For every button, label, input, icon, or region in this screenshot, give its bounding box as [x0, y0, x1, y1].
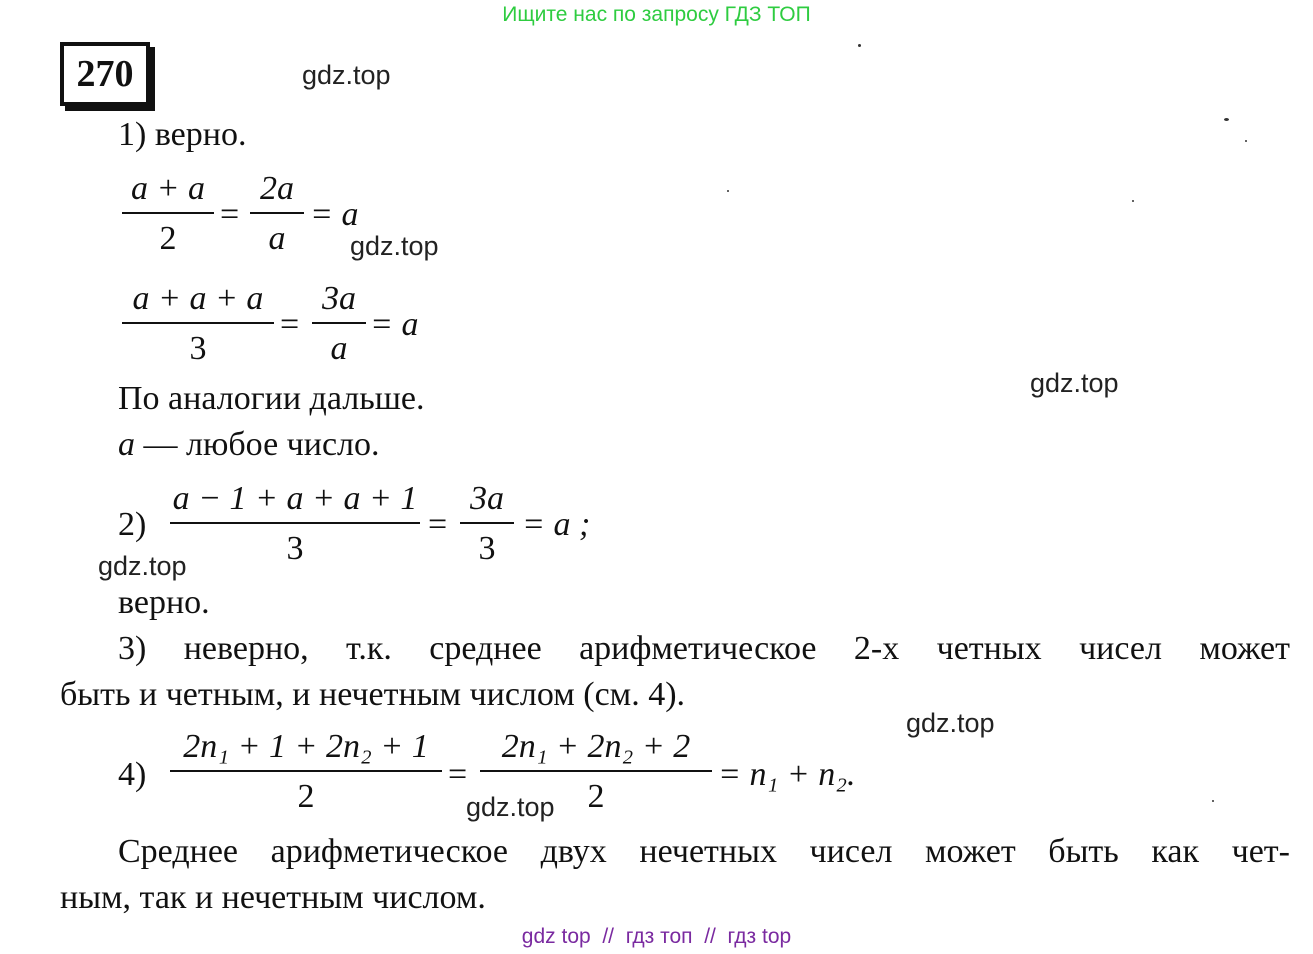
denominator: 3 — [478, 530, 496, 567]
part2-verdict: верно. — [118, 584, 210, 621]
fraction-bar — [250, 212, 304, 214]
denominator: 3 — [189, 330, 207, 367]
scan-speck — [1245, 140, 1247, 142]
numerator: a + a + a — [132, 280, 264, 317]
equation-rhs: = n₁ + n₂. — [718, 756, 856, 793]
equation-rhs: = a ; — [522, 506, 591, 543]
denominator: 2 — [297, 778, 315, 815]
equals-sign: = — [220, 196, 240, 233]
numerator: 3a — [470, 480, 504, 517]
watermark: gdz.top — [98, 551, 187, 581]
any-number-rest: — любое число. — [135, 426, 380, 463]
scan-speck — [858, 44, 861, 47]
fraction — [250, 172, 304, 256]
equals-sign: = — [448, 756, 468, 793]
fraction-bar — [480, 770, 712, 772]
fraction-bar — [312, 322, 366, 324]
conclusion-line2: ным, так и нечетным числом. — [60, 879, 486, 916]
watermark: gdz.top — [466, 792, 555, 822]
equals-sign: = — [280, 306, 300, 343]
numerator: 2a — [260, 170, 294, 207]
scan-speck — [1224, 118, 1229, 121]
scan-speck — [727, 190, 729, 192]
any-number-text — [118, 428, 380, 462]
denominator: 3 — [286, 530, 304, 567]
scan-speck — [1132, 200, 1134, 202]
part3-line1: 3) неверно, т.к. среднее арифметическое 2-х четных чисел может — [118, 630, 1290, 667]
fraction-bar — [122, 322, 274, 324]
fraction-bar — [460, 522, 514, 524]
numerator: a − 1 + a + a + 1 — [172, 480, 418, 517]
problem-number: 270 — [60, 42, 150, 106]
numerator: 2n₁ + 1 + 2n₂ + 1 — [183, 728, 429, 765]
fraction — [480, 730, 712, 814]
part3-line2: быть и четным, и нечетным числом (см. 4). — [60, 676, 686, 713]
fraction — [170, 482, 420, 566]
watermark: gdz.top — [1030, 368, 1119, 398]
part1-label: 1) верно. — [118, 116, 247, 153]
scan-speck — [1212, 800, 1214, 802]
variable-a: a — [118, 426, 135, 463]
part2-label: 2) — [118, 506, 147, 543]
equals-sign: = — [428, 506, 448, 543]
numerator: 2n₁ + 2n₂ + 2 — [501, 728, 691, 765]
fraction — [122, 172, 214, 256]
fraction — [312, 282, 366, 366]
fraction — [122, 282, 274, 366]
denominator: 2 — [587, 778, 605, 815]
denominator: a — [268, 220, 286, 257]
conclusion-line1: Среднее арифметическое двух нечетных чисел может быть как чет- — [118, 833, 1290, 870]
top-banner: Ищите нас по запросу ГДЗ ТОП — [502, 3, 811, 26]
bottom-banner: gdz top // гдз топ // гдз top — [521, 925, 792, 948]
watermark: gdz.top — [350, 231, 439, 261]
analogy-text: По аналогии дальше. — [118, 380, 425, 417]
fraction-bar — [122, 212, 214, 214]
numerator: a + a — [131, 170, 205, 207]
equation-rhs: = a — [370, 306, 419, 343]
fraction-bar — [170, 522, 420, 524]
denominator: a — [330, 330, 348, 367]
numerator: 3a — [322, 280, 356, 317]
fraction-bar — [170, 770, 442, 772]
fraction — [170, 730, 442, 814]
fraction — [460, 482, 514, 566]
equation-rhs: = a — [310, 196, 359, 233]
part4-label: 4) — [118, 756, 147, 793]
watermark: gdz.top — [302, 60, 391, 90]
denominator: 2 — [159, 220, 177, 257]
watermark: gdz.top — [906, 708, 995, 738]
